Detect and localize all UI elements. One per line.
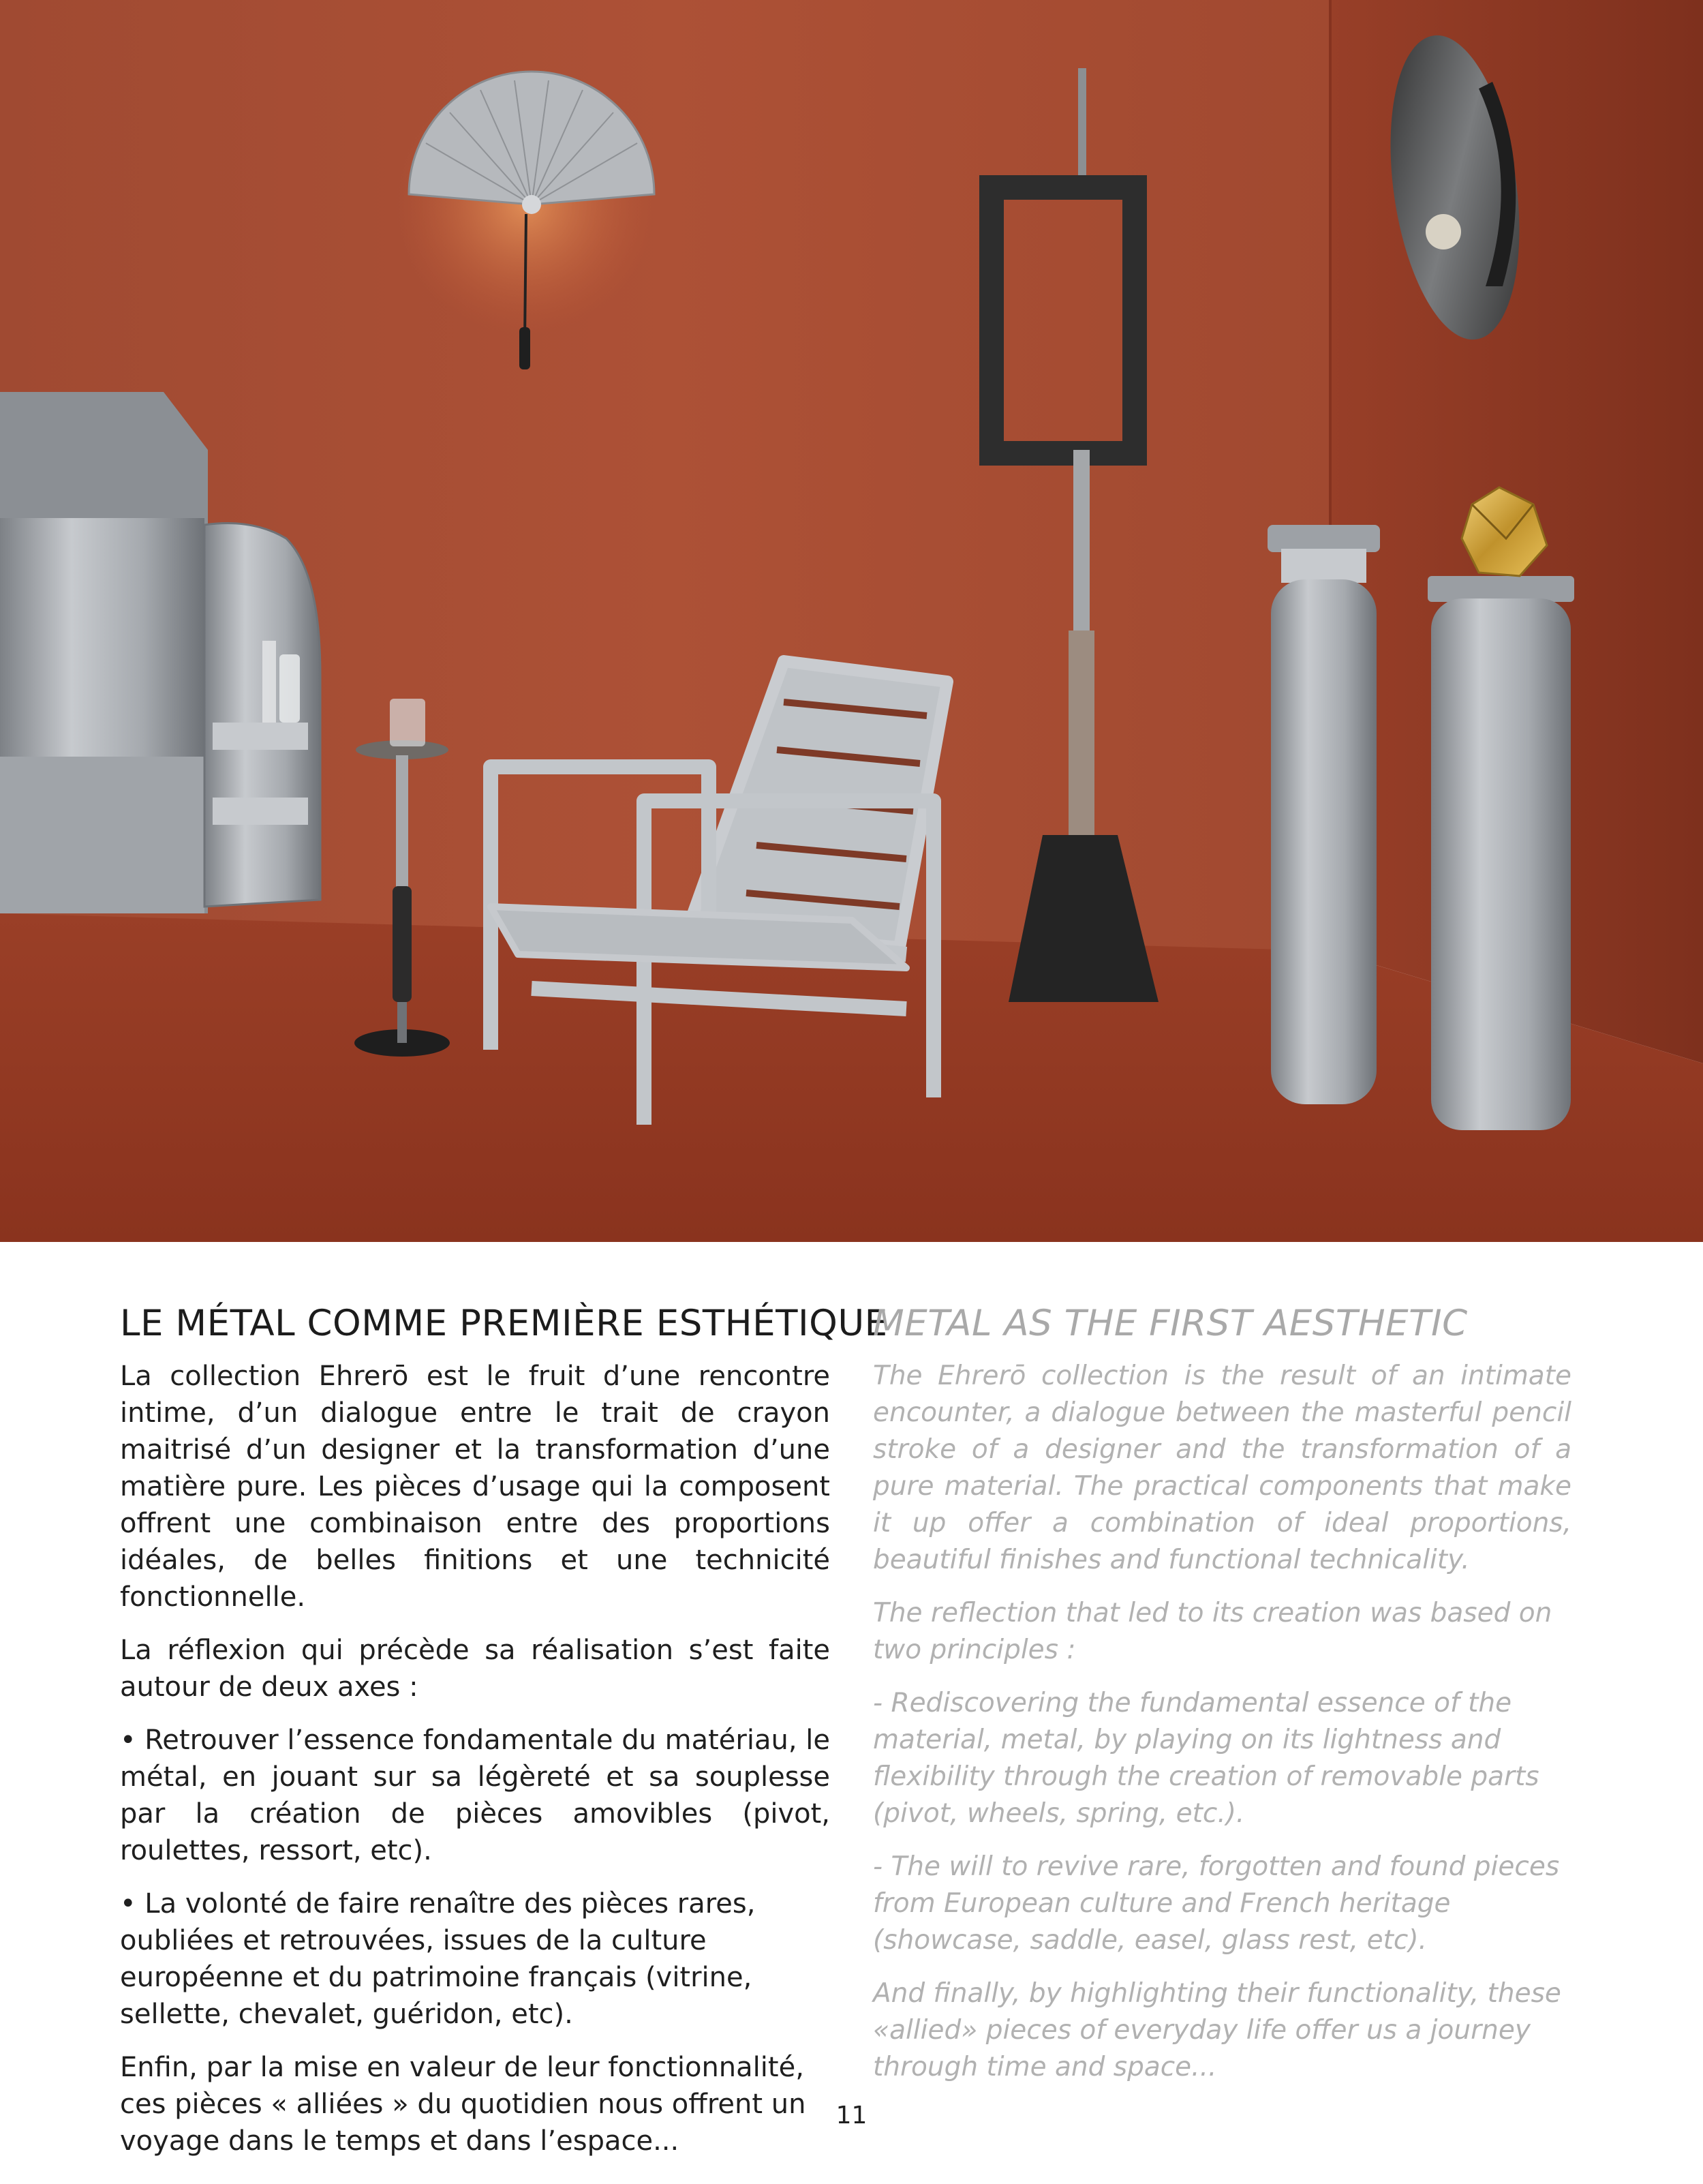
english-paragraph-2: The reflection that led to its creation was based on two principles :: [873, 1598, 1552, 1665]
english-heading: METAL AS THE FIRST AESTHETIC: [873, 1303, 1468, 1344]
english-paragraph-1: The Ehrerō collection is the result of an intimate encounter, a dialogue between the masterful pencil stroke of a designer and the transformation of a pure material. The practical components that make it up offer a combination of ideal proportions, beautiful finishes and functional technicality.: [873, 1361, 1571, 1575]
pedestal-column-icon: [1428, 576, 1574, 1130]
french-paragraph-3: • Retrouver l’essence fondamentale du matériau, le métal, en jouant sur sa légèreté et sa souplesse par la création de pièces amovibles (pivot, roulettes, ressort, etc).: [120, 1725, 830, 1866]
pedestal-column-icon: [1268, 525, 1380, 1104]
english-paragraph-4: - The will to revive rare, forgotten and found pieces from European culture and French heritage (showcase, saddle, easel, glass rest, etc).: [873, 1851, 1560, 1956]
french-paragraph-4: • La volonté de faire renaître des pièces rares, oubliées et retrouvées, issues de la culture européenne et du patrimoine français (vitrine, sellette, chevalet, guéridon, etc).: [120, 1888, 756, 2030]
english-paragraph-3: - Rediscovering the fundamental essence of the material, metal, by playing on its lightness and flexibility through the creation of removable parts (pivot, wheels, spring, etc.).: [873, 1688, 1539, 1829]
english-column: [873, 1295, 1571, 2086]
french-paragraph-2: La réflexion qui précède sa réalisation s’est faite autour de deux axes :: [120, 1635, 830, 1703]
french-paragraph-5: Enfin, par la mise en valeur de leur fonctionnalité, ces pièces « alliées » du quotidien nous offrent un voyage dans le temps et dans l’espace...: [120, 2052, 806, 2157]
page-number: 11: [835, 2102, 868, 2129]
english-paragraph-5: And finally, by highlighting their functionality, these «allied» pieces of everyday life offer us a journey through time and space...: [873, 1978, 1561, 2082]
french-paragraph-1: La collection Ehrerō est le fruit d’une rencontre intime, d’un dialogue entre le trait de crayon maitrisé d’un designer et la transformation d’une matière pure. Les pièces d’usage qui la composent offrent une combinaison entre des proportions idéales, de belles finitions et une technicité fonctionnelle.: [120, 1361, 830, 1613]
french-heading: LE MÉTAL COMME PREMIÈRE ESTHÉTIQUE: [120, 1303, 888, 1344]
